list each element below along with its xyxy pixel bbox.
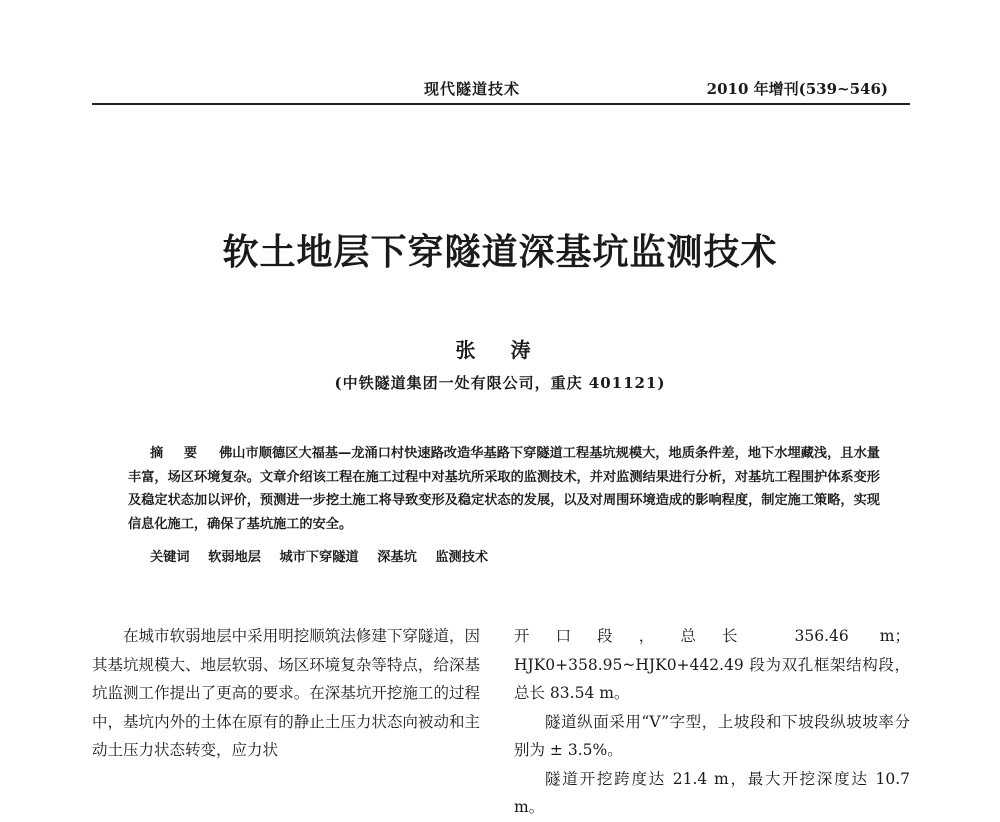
author: 张 涛	[455, 338, 545, 362]
keyword: 深基坑	[377, 550, 417, 565]
journal-name: 现代隧道技术	[424, 80, 521, 98]
body-paragraph: 在城市软弱地层中采用明挖顺筑法修建下穿隧道，因其基坑规模大、地层软弱、场区环境复杂等特点，给深基坑监测工作提出了更高的要求。在深基坑开挖施工的过程中，基坑内外的土体在原有的静止土压力状态向被动和主动土压力状态转变，应力状	[92, 627, 480, 759]
issue-info: 2010 年增刊(539~546)	[706, 80, 888, 98]
keywords-label: 关键词	[150, 550, 190, 565]
body-paragraph: 隧道纵面采用“V”字型，上坡段和下坡段纵坡坡率分别为 ± 3.5%。	[514, 712, 910, 759]
abstract-text: 佛山市顺德区大福基—龙涌口村快速路改造华基路下穿隧道工程基坑规模大，地质条件差，地下水埋藏浅，且水量丰富，场区环境复杂。文章介绍该工程在施工过程中对基坑所采取的监测技术，并对监测结果进行分析，对基坑工程围护体系变形及稳定状态加以评价，预测进一步挖土施工将导致变形及稳定状态的发展，以及对周围环境造成的影响程度，制定施工策略，实现信息化施工，确保了基坑施工的安全。	[128, 446, 880, 532]
header-rule	[92, 103, 910, 105]
keywords	[150, 546, 488, 565]
affiliation: (中铁隧道集团一处有限公司，重庆 401121)	[334, 374, 666, 392]
keyword: 监测技术	[435, 550, 489, 565]
paper-title: 软土地层下穿隧道深基坑监测技术	[222, 231, 778, 273]
body-paragraph: 隧道开挖跨度达 21.4 m，最大开挖深度达 10.7 m。	[514, 769, 910, 816]
body-paragraph: 开口段，总长 356.46 m；HJK0+358.95~HJK0+442.49 段为双孔框架结构段，总长 83.54 m。	[514, 627, 910, 702]
abstract-label: 摘 要	[150, 446, 206, 461]
body-column-left	[92, 622, 480, 765]
keyword: 城市下穿隧道	[279, 550, 359, 565]
body-column-right	[514, 622, 910, 822]
abstract	[128, 442, 880, 536]
keyword: 软弱地层	[208, 550, 261, 565]
